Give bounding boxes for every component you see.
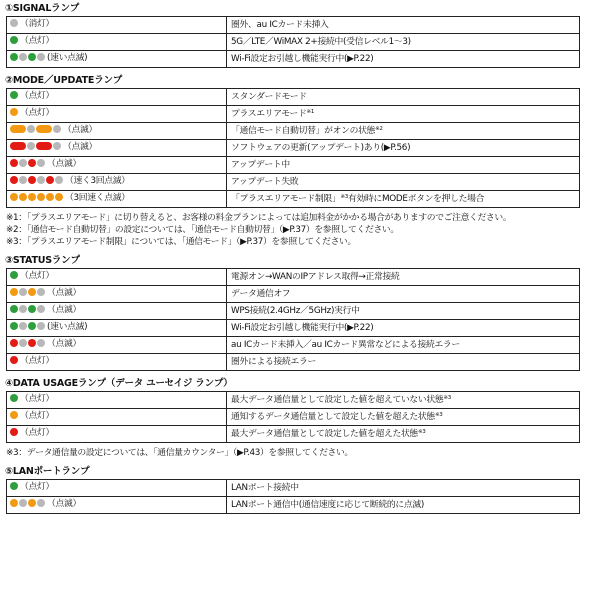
lamp-indicators — [10, 306, 46, 316]
gray-lamp-icon — [19, 176, 27, 184]
lamp-table — [6, 268, 580, 371]
table-row — [7, 106, 580, 123]
lamp-indicators — [10, 483, 19, 493]
lamp-state-cell — [7, 191, 227, 208]
lamp-state-label: （点灯） — [20, 108, 54, 118]
orange-lamp-icon — [28, 288, 36, 296]
footnote-ref: ※3 — [443, 394, 451, 401]
lamp-table — [6, 479, 580, 514]
lamp-description: LANポート接続中 — [231, 482, 299, 493]
red-lamp-icon — [10, 356, 18, 364]
gray-lamp-icon — [37, 305, 45, 313]
lamp-state-cell — [7, 426, 227, 443]
red-lamp-icon — [28, 339, 36, 347]
lamp-description: 圏外による接続エラー — [231, 356, 316, 367]
lamp-state-cell — [7, 286, 227, 303]
section-title: ①SIGNALランプ — [5, 3, 80, 14]
lamp-description-cell — [227, 17, 580, 34]
green-lamp-icon — [10, 91, 18, 99]
gray-lamp-icon — [19, 339, 27, 347]
lamp-description-continued: 有効時にMODEボタンを押した場合 — [348, 193, 485, 204]
table-row — [7, 409, 580, 426]
gray-lamp-icon — [53, 142, 61, 150]
table-row — [7, 123, 580, 140]
lamp-description-cell — [227, 337, 580, 354]
lamp-description: ソフトウェアの更新(アップデート)あり(▶P.56) — [231, 142, 411, 153]
lamp-state-cell — [7, 409, 227, 426]
lamp-indicators — [10, 194, 64, 204]
green-lamp-icon — [10, 482, 18, 490]
orange-lamp-icon — [55, 193, 63, 201]
footnote-ref: ※3 — [340, 193, 349, 200]
orange-lamp-icon — [10, 499, 18, 507]
green-lamp-icon — [10, 53, 18, 61]
lamp-indicators — [10, 340, 46, 350]
table-row — [7, 497, 580, 514]
orange-lamp-icon — [10, 288, 18, 296]
gray-lamp-icon — [19, 322, 27, 330]
lamp-description-cell — [227, 89, 580, 106]
lamp-state-cell — [7, 337, 227, 354]
lamp-state-cell — [7, 480, 227, 497]
lamp-description-cell — [227, 497, 580, 514]
footnote-ref: ※2 — [375, 125, 383, 132]
lamp-state-cell — [7, 392, 227, 409]
lamp-description: Wi-Fi設定お引越し機能実行中(▶P.22) — [231, 53, 374, 64]
lamp-state-label: （3回速く点滅） — [65, 193, 130, 203]
section-title: ④DATA USAGEランプ（データ ユーセイジ ランプ） — [5, 378, 233, 389]
lamp-state-cell — [7, 354, 227, 371]
section-title: ③STATUSランプ — [5, 255, 80, 266]
orange-lamp-icon — [19, 193, 27, 201]
lamp-description-cell — [227, 106, 580, 123]
lamp-description: LANポート通信中(通信速度に応じて断続的に点滅) — [231, 499, 425, 510]
table-row — [7, 303, 580, 320]
lamp-state-cell — [7, 140, 227, 157]
red-lamp-icon — [10, 176, 18, 184]
lamp-state-label: （消灯） — [20, 19, 54, 29]
section-title: ⑤LANポートランプ — [5, 466, 90, 477]
red-lamp-icon — [28, 176, 36, 184]
table-row — [7, 269, 580, 286]
lamp-description-cell — [227, 140, 580, 157]
lamp-state-cell — [7, 123, 227, 140]
green-lamp-icon — [10, 394, 18, 402]
lamp-description-cell — [227, 392, 580, 409]
gray-lamp-icon — [19, 53, 27, 61]
table-row — [7, 174, 580, 191]
gray-lamp-icon — [37, 159, 45, 167]
lamp-indicators — [10, 412, 19, 422]
lamp-state-label: （点灯） — [20, 411, 54, 421]
table-row — [7, 354, 580, 371]
lamp-description: 通知するデータ通信量として設定した値を超えた状態 — [231, 411, 435, 422]
lamp-description: 5G／LTE／WiMAX 2+接続中(受信レベル1～3) — [231, 36, 411, 47]
gray-lamp-icon — [37, 339, 45, 347]
red-lamp-icon — [46, 176, 54, 184]
lamp-indicators — [10, 500, 46, 510]
red-lamp-icon — [10, 428, 18, 436]
lamp-indicators — [10, 109, 19, 119]
footnote-ref: ※1 — [306, 108, 315, 115]
lamp-indicators — [10, 289, 46, 299]
lamp-state-label: （点灯） — [20, 91, 54, 101]
lamp-state-cell — [7, 89, 227, 106]
lamp-indicators — [10, 143, 62, 153]
orange-lamp-icon — [10, 193, 18, 201]
lamp-state-label: （点灯） — [20, 356, 54, 366]
lamp-state-label: （点滅） — [63, 142, 97, 152]
lamp-description: 電源オン→WANのIPアドレス取得→正常接続 — [231, 271, 400, 282]
lamp-description-cell — [227, 51, 580, 68]
gray-lamp-icon — [19, 159, 27, 167]
green-lamp-icon — [28, 322, 36, 330]
green-lamp-icon — [28, 53, 36, 61]
lamp-description-cell — [227, 174, 580, 191]
table-row — [7, 140, 580, 157]
lamp-state-label: （点灯） — [20, 394, 54, 404]
footnote-ref: ※3 — [434, 411, 443, 418]
table-row — [7, 17, 580, 34]
lamp-description: 「プラスエリアモード制限」 — [231, 193, 341, 204]
lamp-description: スタンダードモード — [231, 91, 307, 102]
footnote: ※2：「通信モード自動切替」の設定については、「通信モード自動切替」（▶P.37）を参照してください。 — [6, 225, 399, 235]
lamp-state-cell — [7, 157, 227, 174]
lamp-description-cell — [227, 303, 580, 320]
lamp-table — [6, 391, 580, 443]
red-lamp-icon — [36, 142, 52, 150]
orange-lamp-icon — [10, 411, 18, 419]
section-title: ②MODE／UPDATEランプ — [5, 75, 123, 86]
lamp-description: WPS接続(2.4GHz／5GHz)実行中 — [231, 305, 360, 316]
lamp-description: プラスエリアモード — [231, 108, 307, 119]
lamp-state-label: (速い点滅) — [47, 53, 88, 63]
lamp-indicators — [10, 429, 19, 439]
green-lamp-icon — [10, 36, 18, 44]
lamp-state-label: （点灯） — [20, 271, 54, 281]
green-lamp-icon — [10, 271, 18, 279]
table-row — [7, 426, 580, 443]
lamp-state-label: （点滅） — [47, 499, 81, 509]
lamp-table — [6, 88, 580, 208]
lamp-description-cell — [227, 409, 580, 426]
lamp-state-label: （点灯） — [20, 36, 54, 46]
green-lamp-icon — [10, 305, 18, 313]
lamp-state-label: （点滅） — [47, 339, 81, 349]
orange-lamp-icon — [46, 193, 54, 201]
table-row — [7, 480, 580, 497]
footnote: ※3：「プラスエリアモード制限」については、「通信モード」（▶P.37）を参照してください。 — [6, 237, 356, 247]
gray-lamp-icon — [27, 142, 35, 150]
lamp-description: 「通信モード自動切替」がオンの状態 — [231, 125, 376, 136]
lamp-state-label: （速く3回点滅） — [65, 176, 130, 186]
lamp-description-cell — [227, 34, 580, 51]
lamp-state-cell — [7, 51, 227, 68]
gray-lamp-icon — [37, 176, 45, 184]
lamp-state-cell — [7, 34, 227, 51]
lamp-indicators — [10, 20, 19, 30]
footnote: ※3：データ通信量の設定については、「通信量カウンター」（▶P.43）を参照してください。 — [6, 448, 353, 458]
green-lamp-icon — [10, 322, 18, 330]
table-row — [7, 337, 580, 354]
gray-lamp-icon — [37, 53, 45, 61]
red-lamp-icon — [10, 142, 26, 150]
lamp-indicators — [10, 395, 19, 405]
lamp-indicators — [10, 54, 46, 64]
orange-lamp-icon — [37, 193, 45, 201]
lamp-description: au ICカード未挿入／au ICカード異常などによる接続エラー — [231, 339, 460, 350]
lamp-state-label: （点灯） — [20, 482, 54, 492]
lamp-state-cell — [7, 497, 227, 514]
lamp-state-cell — [7, 269, 227, 286]
lamp-state-label: （点灯） — [20, 428, 54, 438]
lamp-description-cell — [227, 286, 580, 303]
gray-lamp-icon — [37, 499, 45, 507]
lamp-description: Wi-Fi設定お引越し機能実行中(▶P.22) — [231, 322, 374, 333]
table-row — [7, 157, 580, 174]
gray-lamp-icon — [37, 288, 45, 296]
lamp-description-cell — [227, 480, 580, 497]
lamp-state-cell — [7, 106, 227, 123]
lamp-state-cell — [7, 174, 227, 191]
lamp-indicators — [10, 37, 19, 47]
lamp-indicators — [10, 92, 19, 102]
lamp-indicators — [10, 177, 64, 187]
red-lamp-icon — [10, 339, 18, 347]
lamp-indicators — [10, 357, 19, 367]
lamp-description: 最大データ通信量として設定した値を超えた状態 — [231, 428, 418, 439]
table-row — [7, 34, 580, 51]
table-row — [7, 320, 580, 337]
lamp-description-cell — [227, 426, 580, 443]
lamp-description-cell — [227, 157, 580, 174]
lamp-description: 最大データ通信量として設定した値を超えていない状態 — [231, 394, 444, 405]
lamp-description-cell — [227, 191, 580, 208]
gray-lamp-icon — [19, 305, 27, 313]
green-lamp-icon — [28, 305, 36, 313]
orange-lamp-icon — [28, 499, 36, 507]
gray-lamp-icon — [37, 322, 45, 330]
gray-lamp-icon — [19, 499, 27, 507]
orange-lamp-icon — [36, 125, 52, 133]
lamp-state-cell — [7, 320, 227, 337]
lamp-table — [6, 16, 580, 68]
table-row — [7, 51, 580, 68]
gray-lamp-icon — [55, 176, 63, 184]
lamp-state-label: （点滅） — [63, 125, 97, 135]
table-row — [7, 392, 580, 409]
table-row — [7, 286, 580, 303]
lamp-description-cell — [227, 269, 580, 286]
red-lamp-icon — [28, 159, 36, 167]
lamp-state-label: （点滅） — [47, 288, 81, 298]
lamp-description-cell — [227, 123, 580, 140]
orange-lamp-icon — [10, 125, 26, 133]
table-row — [7, 191, 580, 208]
lamp-description: アップデート中 — [231, 159, 290, 170]
lamp-state-cell — [7, 17, 227, 34]
lamp-description: 圏外、au ICカード未挿入 — [231, 19, 329, 30]
lamp-state-label: （点滅） — [47, 305, 81, 315]
footnote-ref: ※3 — [417, 428, 426, 435]
orange-lamp-icon — [28, 193, 36, 201]
lamp-state-label: (速い点滅) — [47, 322, 88, 332]
lamp-indicators — [10, 323, 46, 333]
gray-lamp-icon — [27, 125, 35, 133]
gray-lamp-icon — [10, 19, 18, 27]
gray-lamp-icon — [53, 125, 61, 133]
lamp-description: アップデート失敗 — [231, 176, 299, 187]
lamp-state-label: （点滅） — [47, 159, 81, 169]
lamp-state-cell — [7, 303, 227, 320]
lamp-description-cell — [227, 320, 580, 337]
table-row — [7, 89, 580, 106]
lamp-description-cell — [227, 354, 580, 371]
orange-lamp-icon — [10, 108, 18, 116]
lamp-indicators — [10, 160, 46, 170]
red-lamp-icon — [10, 159, 18, 167]
lamp-reference-document — [5, 2, 579, 518]
lamp-indicators — [10, 272, 19, 282]
lamp-description: データ通信オフ — [231, 288, 291, 299]
lamp-indicators — [10, 126, 62, 136]
footnote: ※1：「プラスエリアモード」に切り替えると、お客様の料金プランによっては追加料金がかかる場合がありますのでご注意ください。 — [6, 213, 512, 223]
gray-lamp-icon — [19, 288, 27, 296]
